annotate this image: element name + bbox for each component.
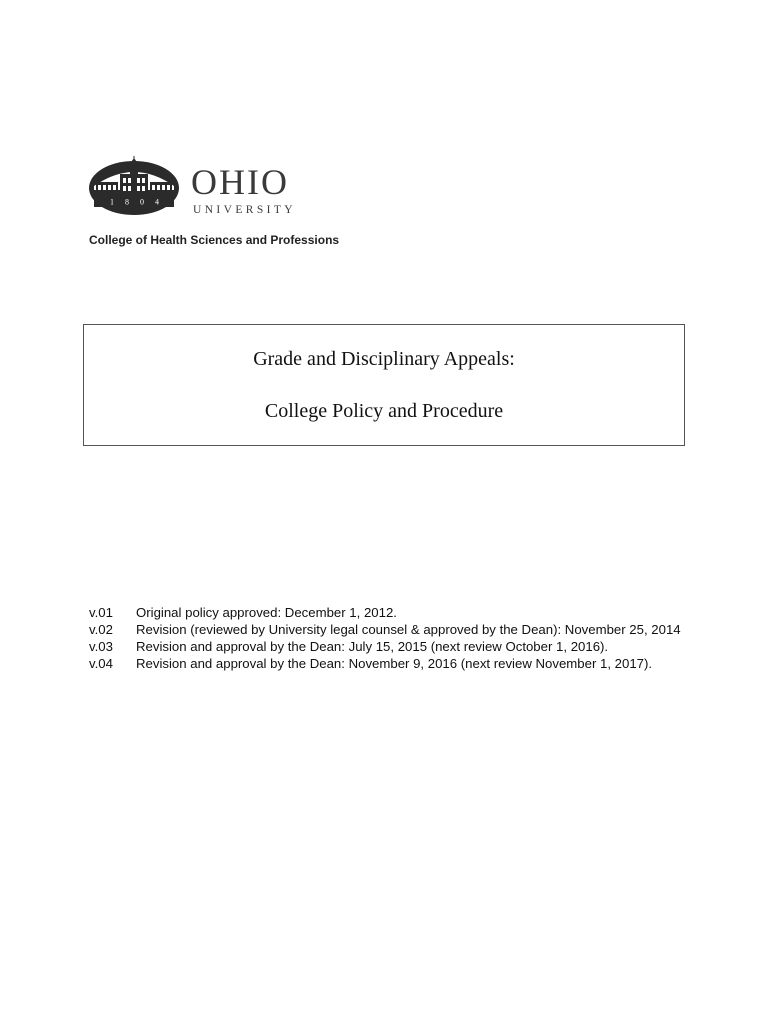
revision-version: v.02	[89, 622, 113, 637]
logo-subtitle: UNIVERSITY	[193, 204, 296, 216]
year-digit: 1	[110, 197, 114, 207]
revision-version: v.04	[89, 656, 113, 671]
revision-row	[89, 638, 689, 655]
document-title: Grade and Disciplinary Appeals:	[253, 348, 515, 370]
year-digit: 4	[155, 197, 159, 207]
document-title-box	[83, 324, 685, 446]
revision-version: v.01	[89, 605, 113, 620]
revision-row	[89, 604, 689, 621]
document-subtitle: College Policy and Procedure	[264, 400, 504, 422]
year-digit: 0	[140, 197, 144, 207]
college-name: College of Health Sciences and Professions	[89, 233, 340, 247]
university-building-emblem	[88, 156, 180, 218]
logo-wordmark: OHIO	[191, 162, 289, 202]
revision-row	[89, 655, 689, 672]
revision-description: Original policy approved: December 1, 2012.	[136, 605, 397, 620]
revision-description: Revision and approval by the Dean: July 15, 2015 (next review October 1, 2016).	[136, 639, 609, 654]
revision-version: v.03	[89, 639, 113, 654]
revision-description: Revision and approval by the Dean: November 9, 2016 (next review November 1, 2017).	[136, 656, 653, 671]
ohio-university-logo	[88, 152, 318, 224]
revision-history	[89, 604, 689, 672]
revision-description: Revision (reviewed by University legal counsel & approved by the Dean): November 25, 2014	[136, 622, 681, 637]
year-digit: 8	[125, 197, 129, 207]
revision-row	[89, 621, 689, 638]
